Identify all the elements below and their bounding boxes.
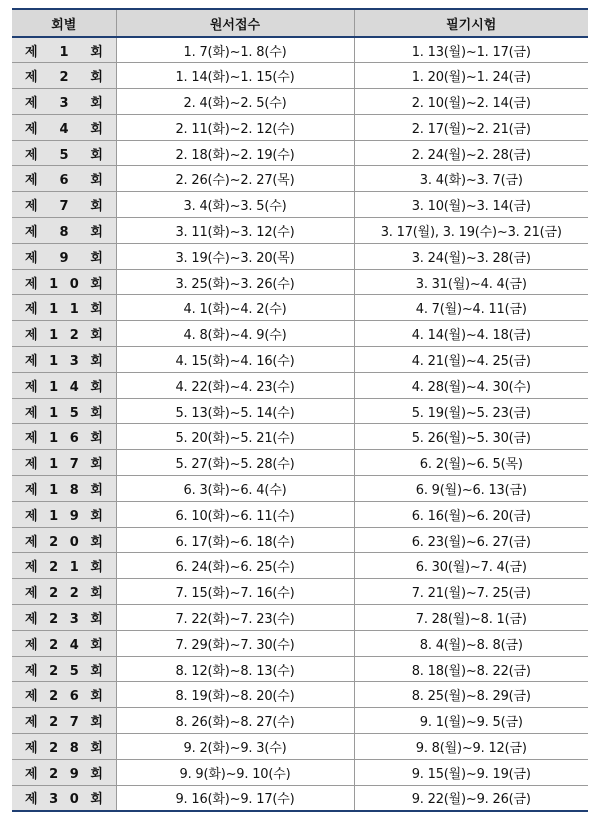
round-cell (12, 656, 116, 682)
round-label: 제 1 3 회 (25, 353, 103, 369)
written-exam-period-cell: 6. 2(월)~6. 5(목) (354, 450, 588, 476)
round-cell (12, 114, 116, 140)
application-period-cell: 3. 11(화)~3. 12(수) (116, 218, 354, 244)
written-exam-period-cell: 1. 13(월)~1. 17(금) (354, 37, 588, 63)
application-period-cell: 4. 15(화)~4. 16(수) (116, 347, 354, 373)
application-period-cell: 2. 18(화)~2. 19(수) (116, 140, 354, 166)
round-label: 제 1 5 회 (25, 405, 103, 421)
round-cell (12, 372, 116, 398)
round-label: 제 2 8 회 (25, 740, 103, 756)
round-cell (12, 218, 116, 244)
round-label: 제 1 8 회 (25, 482, 103, 498)
round-label: 제 2 7 회 (25, 715, 103, 731)
written-exam-period-cell: 6. 9(월)~6. 13(금) (354, 476, 588, 502)
written-exam-period-cell: 3. 17(월), 3. 19(수)~3. 21(금) (354, 218, 588, 244)
table-row (12, 424, 588, 450)
round-label: 제 2 1 회 (25, 560, 103, 576)
round-label: 제 2 2 회 (25, 586, 103, 602)
written-exam-period-cell: 4. 14(월)~4. 18(금) (354, 321, 588, 347)
round-cell (12, 708, 116, 734)
round-label: 제 1 4 회 (25, 379, 103, 395)
round-cell (12, 166, 116, 192)
table-row (12, 759, 588, 785)
written-exam-period-cell: 2. 24(월)~2. 28(금) (354, 140, 588, 166)
round-label: 제 1 7 회 (25, 457, 103, 473)
round-label: 제 2 0 회 (25, 534, 103, 550)
round-label: 제 3 0 회 (25, 792, 103, 808)
application-period-cell: 2. 26(수)~2. 27(목) (116, 166, 354, 192)
table-row (12, 527, 588, 553)
table-row (12, 243, 588, 269)
round-label: 제 2 회 (25, 70, 103, 86)
round-cell (12, 476, 116, 502)
application-period-cell: 2. 11(화)~2. 12(수) (116, 114, 354, 140)
written-exam-period-cell: 1. 20(월)~1. 24(금) (354, 63, 588, 89)
header-round: 회별 (12, 9, 116, 37)
application-period-cell: 7. 22(화)~7. 23(수) (116, 605, 354, 631)
table-row (12, 398, 588, 424)
written-exam-period-cell: 6. 30(월)~7. 4(금) (354, 553, 588, 579)
round-cell (12, 398, 116, 424)
round-label: 제 1 1 회 (25, 302, 103, 318)
application-period-cell: 6. 17(화)~6. 18(수) (116, 527, 354, 553)
table-header (12, 9, 588, 37)
table-row (12, 656, 588, 682)
header-application: 원서접수 (116, 9, 354, 37)
written-exam-period-cell: 3. 31(월)~4. 4(금) (354, 269, 588, 295)
written-exam-period-cell: 3. 4(화)~3. 7(금) (354, 166, 588, 192)
round-cell (12, 295, 116, 321)
written-exam-period-cell: 2. 10(월)~2. 14(금) (354, 89, 588, 115)
table-row (12, 708, 588, 734)
written-exam-period-cell: 4. 28(월)~4. 30(수) (354, 372, 588, 398)
table-row (12, 501, 588, 527)
table-row (12, 579, 588, 605)
application-period-cell: 8. 26(화)~8. 27(수) (116, 708, 354, 734)
round-label: 제 3 회 (25, 95, 103, 111)
table-row (12, 347, 588, 373)
application-period-cell: 5. 27(화)~5. 28(수) (116, 450, 354, 476)
written-exam-period-cell: 2. 17(월)~2. 21(금) (354, 114, 588, 140)
table-row (12, 734, 588, 760)
written-exam-period-cell: 8. 18(월)~8. 22(금) (354, 656, 588, 682)
table-row (12, 192, 588, 218)
table-row (12, 140, 588, 166)
round-label: 제 1 회 (25, 44, 103, 60)
round-cell (12, 501, 116, 527)
written-exam-period-cell: 7. 21(월)~7. 25(금) (354, 579, 588, 605)
table-row (12, 372, 588, 398)
round-label: 제 1 0 회 (25, 276, 103, 292)
application-period-cell: 2. 4(화)~2. 5(수) (116, 89, 354, 115)
application-period-cell: 4. 22(화)~4. 23(수) (116, 372, 354, 398)
round-cell (12, 759, 116, 785)
application-period-cell: 8. 12(화)~8. 13(수) (116, 656, 354, 682)
round-label: 제 1 2 회 (25, 328, 103, 344)
round-cell (12, 321, 116, 347)
table-row (12, 37, 588, 63)
round-label: 제 4 회 (25, 121, 103, 137)
round-label: 제 2 5 회 (25, 663, 103, 679)
header-written-exam: 필기시험 (354, 9, 588, 37)
exam-schedule-table (12, 8, 588, 812)
table-row (12, 630, 588, 656)
round-cell (12, 527, 116, 553)
round-cell (12, 605, 116, 631)
header-row (12, 9, 588, 37)
table-body (12, 37, 588, 811)
table-row (12, 295, 588, 321)
written-exam-period-cell: 8. 25(월)~8. 29(금) (354, 682, 588, 708)
table-row (12, 682, 588, 708)
application-period-cell: 3. 25(화)~3. 26(수) (116, 269, 354, 295)
written-exam-period-cell: 5. 26(월)~5. 30(금) (354, 424, 588, 450)
application-period-cell: 7. 15(화)~7. 16(수) (116, 579, 354, 605)
round-cell (12, 553, 116, 579)
round-label: 제 7 회 (25, 199, 103, 215)
round-cell (12, 269, 116, 295)
round-label: 제 9 회 (25, 250, 103, 266)
written-exam-period-cell: 9. 8(월)~9. 12(금) (354, 734, 588, 760)
round-label: 제 6 회 (25, 173, 103, 189)
round-cell (12, 630, 116, 656)
written-exam-period-cell: 3. 24(월)~3. 28(금) (354, 243, 588, 269)
round-cell (12, 347, 116, 373)
application-period-cell: 3. 4(화)~3. 5(수) (116, 192, 354, 218)
written-exam-period-cell: 6. 16(월)~6. 20(금) (354, 501, 588, 527)
round-cell (12, 424, 116, 450)
application-period-cell: 5. 13(화)~5. 14(수) (116, 398, 354, 424)
table-row (12, 218, 588, 244)
schedule-document (12, 8, 588, 812)
round-label: 제 1 9 회 (25, 508, 103, 524)
round-label: 제 5 회 (25, 147, 103, 163)
round-label: 제 2 6 회 (25, 689, 103, 705)
written-exam-period-cell: 7. 28(월)~8. 1(금) (354, 605, 588, 631)
round-cell (12, 734, 116, 760)
application-period-cell: 8. 19(화)~8. 20(수) (116, 682, 354, 708)
written-exam-period-cell: 4. 7(월)~4. 11(금) (354, 295, 588, 321)
table-row (12, 269, 588, 295)
round-cell (12, 89, 116, 115)
table-row (12, 89, 588, 115)
round-label: 제 8 회 (25, 224, 103, 240)
written-exam-period-cell: 6. 23(월)~6. 27(금) (354, 527, 588, 553)
round-cell (12, 450, 116, 476)
table-row (12, 476, 588, 502)
table-row (12, 450, 588, 476)
application-period-cell: 1. 14(화)~1. 15(수) (116, 63, 354, 89)
application-period-cell: 1. 7(화)~1. 8(수) (116, 37, 354, 63)
application-period-cell: 6. 24(화)~6. 25(수) (116, 553, 354, 579)
round-cell (12, 192, 116, 218)
table-row (12, 605, 588, 631)
application-period-cell: 9. 2(화)~9. 3(수) (116, 734, 354, 760)
written-exam-period-cell: 8. 4(월)~8. 8(금) (354, 630, 588, 656)
table-row (12, 785, 588, 811)
application-period-cell: 9. 9(화)~9. 10(수) (116, 759, 354, 785)
written-exam-period-cell: 9. 22(월)~9. 26(금) (354, 785, 588, 811)
round-label: 제 2 9 회 (25, 766, 103, 782)
application-period-cell: 6. 3(화)~6. 4(수) (116, 476, 354, 502)
written-exam-period-cell: 4. 21(월)~4. 25(금) (354, 347, 588, 373)
round-cell (12, 243, 116, 269)
application-period-cell: 4. 8(화)~4. 9(수) (116, 321, 354, 347)
application-period-cell: 6. 10(화)~6. 11(수) (116, 501, 354, 527)
round-label: 제 2 4 회 (25, 637, 103, 653)
round-cell (12, 785, 116, 811)
round-cell (12, 63, 116, 89)
round-cell (12, 579, 116, 605)
written-exam-period-cell: 9. 15(월)~9. 19(금) (354, 759, 588, 785)
round-cell (12, 140, 116, 166)
table-row (12, 63, 588, 89)
table-row (12, 553, 588, 579)
round-label: 제 1 6 회 (25, 431, 103, 447)
round-cell (12, 682, 116, 708)
application-period-cell: 7. 29(화)~7. 30(수) (116, 630, 354, 656)
round-label: 제 2 3 회 (25, 611, 103, 627)
table-row (12, 166, 588, 192)
application-period-cell: 5. 20(화)~5. 21(수) (116, 424, 354, 450)
table-row (12, 321, 588, 347)
application-period-cell: 4. 1(화)~4. 2(수) (116, 295, 354, 321)
written-exam-period-cell: 5. 19(월)~5. 23(금) (354, 398, 588, 424)
table-row (12, 114, 588, 140)
application-period-cell: 3. 19(수)~3. 20(목) (116, 243, 354, 269)
written-exam-period-cell: 3. 10(월)~3. 14(금) (354, 192, 588, 218)
application-period-cell: 9. 16(화)~9. 17(수) (116, 785, 354, 811)
round-cell (12, 37, 116, 63)
written-exam-period-cell: 9. 1(월)~9. 5(금) (354, 708, 588, 734)
